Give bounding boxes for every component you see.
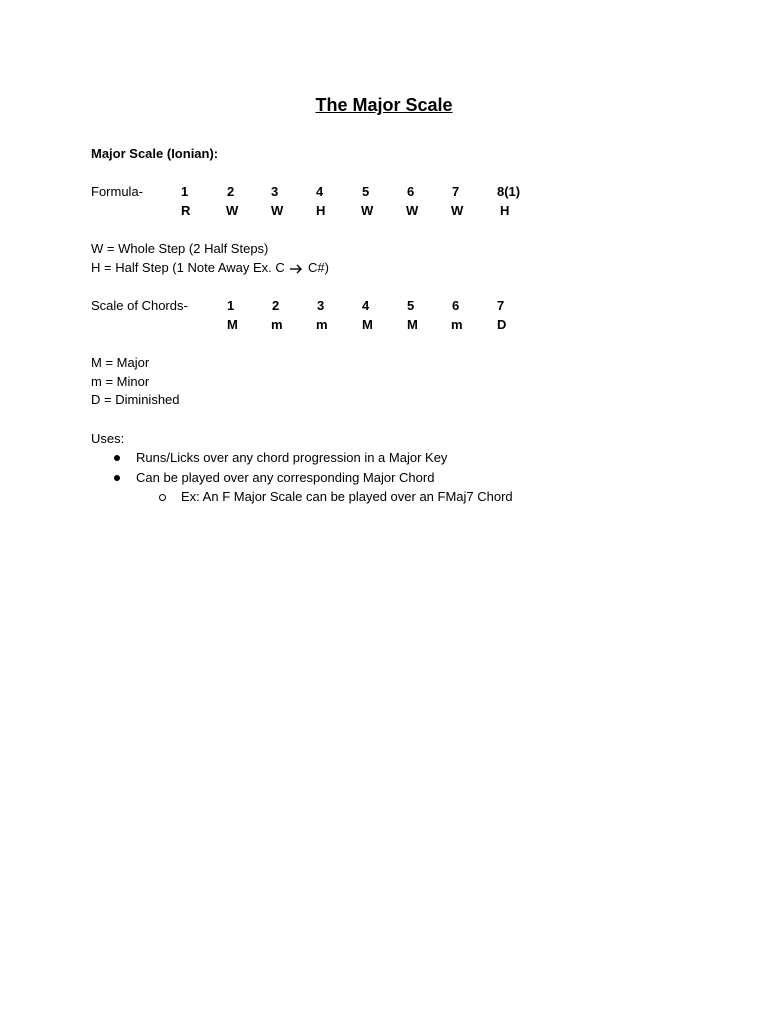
chord-degree: 2: [272, 298, 280, 313]
formula-step: H: [500, 203, 510, 218]
chord-quality: D: [497, 317, 507, 332]
formula-degree: 2: [227, 184, 235, 199]
page-title: The Major Scale: [315, 95, 453, 115]
formula-label: Formula-: [91, 184, 144, 199]
formula-step: W: [226, 203, 239, 218]
chord-degree: 1: [227, 298, 235, 313]
formula-step: W: [406, 203, 419, 218]
formula-step: W: [451, 203, 464, 218]
legend-major: M = Major: [91, 355, 150, 370]
formula-degree: 7: [452, 184, 460, 199]
chord-degree: 3: [317, 298, 325, 313]
legend-diminished: D = Diminished: [91, 392, 180, 407]
formula-degree: 6: [407, 184, 415, 199]
sub-list-item-text: Ex: An F Major Scale can be played over an FMaj7 Chord: [181, 489, 513, 504]
chord-quality: M: [407, 317, 418, 332]
whole-step-definition: W = Whole Step (2 Half Steps): [91, 241, 269, 256]
chord-degree: 6: [452, 298, 460, 313]
hollow-bullet-icon: [159, 494, 166, 501]
bullet-icon: [114, 475, 120, 481]
chord-quality: M: [362, 317, 373, 332]
formula-step: R: [181, 203, 191, 218]
formula-degree: 8(1): [497, 184, 521, 199]
bullet-icon: [114, 455, 120, 461]
chord-degree: 4: [362, 298, 370, 313]
list-item-text: Runs/Licks over any chord progression in a Major Key: [136, 450, 448, 465]
formula-degree: 1: [181, 184, 189, 199]
formula-step: W: [271, 203, 284, 218]
formula-step: W: [361, 203, 374, 218]
section-heading: Major Scale (Ionian):: [91, 146, 219, 161]
formula-degree: 3: [271, 184, 279, 199]
formula-step: H: [316, 203, 326, 218]
chord-quality: m: [271, 317, 283, 332]
formula-degree: 5: [362, 184, 370, 199]
chord-degree: 7: [497, 298, 505, 313]
chord-quality: m: [451, 317, 463, 332]
chords-label: Scale of Chords-: [91, 298, 188, 313]
chord-quality: m: [316, 317, 328, 332]
half-step-text: H = Half Step (1 Note Away Ex. C: [91, 260, 285, 275]
half-step-example-target: C#): [308, 260, 329, 275]
right-arrow-icon: [289, 264, 303, 274]
chord-degree: 5: [407, 298, 415, 313]
uses-label: Uses:: [91, 431, 125, 446]
legend-minor: m = Minor: [91, 374, 150, 389]
formula-degree: 4: [316, 184, 324, 199]
chord-quality: M: [227, 317, 238, 332]
list-item-text: Can be played over any corresponding Major Chord: [136, 470, 435, 485]
half-step-definition: [91, 260, 329, 276]
